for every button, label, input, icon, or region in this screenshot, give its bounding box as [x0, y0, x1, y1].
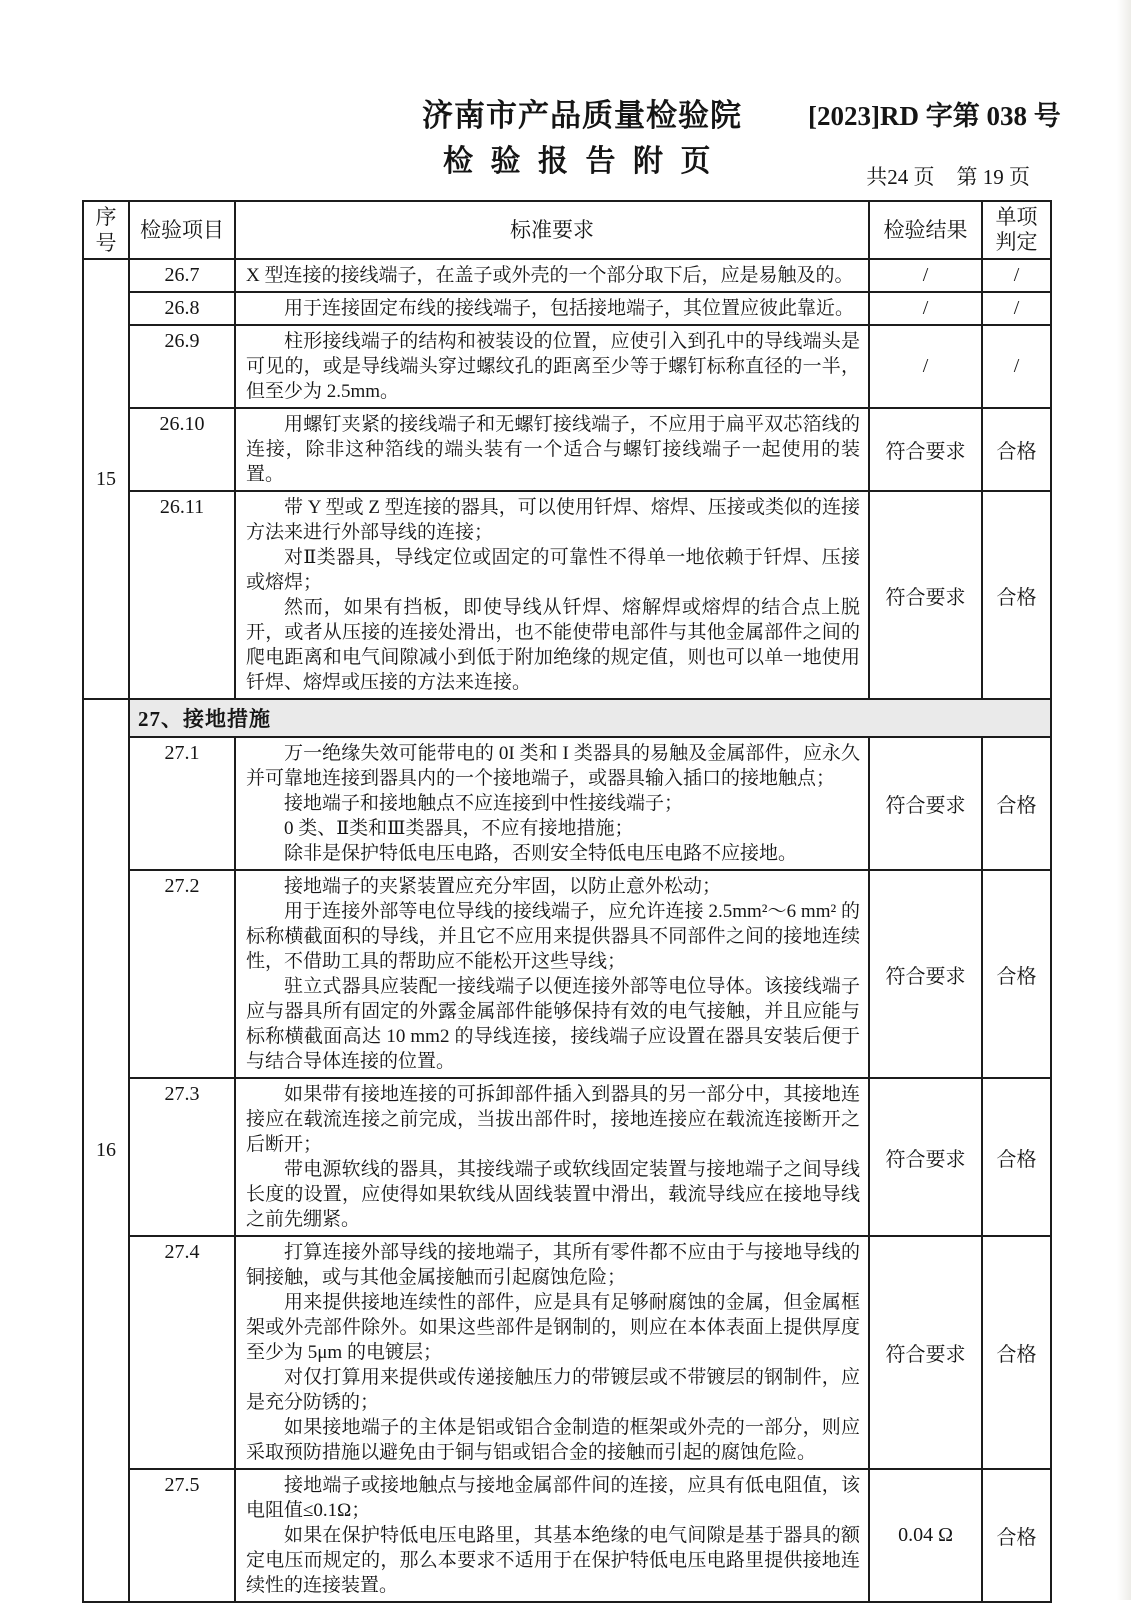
item-number-cell: 27.5 — [129, 1469, 235, 1602]
table-row — [83, 737, 1051, 870]
table-row — [83, 292, 1051, 325]
verdict-cell: 合格 — [982, 408, 1051, 491]
requirement-cell — [235, 325, 869, 408]
serial-number-cell: 16 — [83, 699, 129, 1602]
requirement-cell — [235, 1469, 869, 1602]
table-row — [83, 1236, 1051, 1469]
column-header-item: 检验项目 — [129, 201, 235, 259]
table-row — [83, 491, 1051, 699]
section-title-cell: 27、接地措施 — [129, 699, 1051, 737]
requirement-paragraph: 对仅打算用来提供或传递接触压力的带镀层或不带镀层的钢制件，应是充分防锈的； — [246, 1367, 860, 1413]
requirement-paragraph: 接地端子或接地触点与接地金属部件间的连接，应具有低电阻值，该电阻值≤0.1Ω； — [246, 1475, 860, 1521]
requirement-cell — [235, 870, 869, 1078]
requirement-paragraph: 用于连接固定布线的接线端子，包括接地端子，其位置应彼此靠近。 — [284, 298, 855, 319]
verdict-cell: 合格 — [982, 737, 1051, 870]
result-cell: 0.04 Ω — [869, 1469, 982, 1602]
requirement-paragraph: 如果在保护特低电压电路里，其基本绝缘的电气间隙是基于器具的额定电压而规定的，那么本要求不适用于在保护特低电压电路里提供接地连续性的连接装置。 — [246, 1525, 860, 1596]
section-header-row — [83, 699, 1051, 737]
result-cell: 符合要求 — [869, 491, 982, 699]
requirement-paragraph: 用来提供接地连续性的部件，应是具有足够耐腐蚀的金属，但金属框架或外壳部件除外。如果这些部件是钢制的，则应在本体表面上提供厚度至少为 5μm 的电镀层； — [246, 1292, 860, 1363]
table-row — [83, 408, 1051, 491]
pagination — [866, 161, 1030, 191]
requirement-cell — [235, 737, 869, 870]
table-header-row — [83, 201, 1051, 259]
verdict-cell: 合格 — [982, 491, 1051, 699]
verdict-cell: / — [982, 292, 1051, 325]
requirement-paragraph: 然而，如果有挡板，即使导线从钎焊、熔解焊或熔焊的结合点上脱开，或者从压接的连接处滑出，也不能使带电部件与其他金属部件之间的爬电距离和电气间隙减小到低于附加绝缘的规定值，则也可以单一地使用钎焊、熔焊或压接的方法来连接。 — [246, 597, 860, 693]
requirement-cell — [235, 1236, 869, 1469]
item-number-cell: 26.9 — [129, 325, 235, 408]
verdict-cell: 合格 — [982, 1078, 1051, 1236]
scan-edge-shadow — [1117, 0, 1131, 1600]
item-number-cell: 27.1 — [129, 737, 235, 870]
page-title: 检 验 报 告 附 页 — [443, 145, 716, 178]
result-cell: / — [869, 292, 982, 325]
item-number-cell: 26.7 — [129, 259, 235, 292]
column-header-serial: 序号 — [83, 201, 129, 259]
table-row — [83, 1469, 1051, 1602]
result-cell: 符合要求 — [869, 737, 982, 870]
result-cell: / — [869, 325, 982, 408]
table-row — [83, 1078, 1051, 1236]
item-number-cell: 27.3 — [129, 1078, 235, 1236]
requirement-paragraph: 驻立式器具应装配一接线端子以便连接外部等电位导体。该接线端子应与器具所有固定的外露金属部件能够保持有效的电气接触，并且应能与标称横截面高达 10 mm2 的导线连接，接线端子应设置在器具安装后便于与结合导体连接的位置。 — [246, 976, 860, 1072]
item-number-cell: 27.4 — [129, 1236, 235, 1469]
result-cell: 符合要求 — [869, 1078, 982, 1236]
institute-name: 济南市产品质量检验院 — [422, 98, 742, 133]
requirement-paragraph: 如果带有接地连接的可拆卸部件插入到器具的另一部分中，其接地连接应在载流连接之前完成，当拔出部件时，接地连接应在载流连接断开之后断开； — [246, 1084, 860, 1155]
requirement-paragraph: 柱形接线端子的结构和被装设的位置，应使引入到孔中的导线端头是可见的，或是导线端头穿过螺纹孔的距离至少等于螺钉标称直径的一半，但至少为 2.5mm。 — [246, 331, 860, 402]
requirement-paragraph: 万一绝缘失效可能带电的 0I 类和 I 类器具的易触及金属部件，应永久并可靠地连接到器具内的一个接地端子，或器具输入插口的接地触点； — [246, 743, 860, 789]
result-cell: / — [869, 259, 982, 292]
requirement-paragraph: 对Ⅱ类器具，导线定位或固定的可靠性不得单一地依赖于钎焊、压接或熔焊； — [246, 547, 860, 593]
requirement-paragraph: 0 类、Ⅱ类和Ⅲ类器具，不应有接地措施； — [284, 818, 634, 839]
column-header-result: 检验结果 — [869, 201, 982, 259]
verdict-cell: / — [982, 325, 1051, 408]
requirement-paragraph: 带电源软线的器具，其接线端子或软线固定装置与接地端子之间导线长度的设置，应使得如果软线从固线装置中滑出，载流导线应在接地导线之前先绷紧。 — [246, 1159, 860, 1230]
table-row — [83, 259, 1051, 292]
result-cell: 符合要求 — [869, 870, 982, 1078]
serial-number-cell: 15 — [83, 259, 129, 699]
column-header-verdict: 单项判定 — [982, 201, 1051, 259]
item-number-cell: 26.11 — [129, 491, 235, 699]
requirement-paragraph: 带 Y 型或 Z 型连接的器具，可以使用钎焊、熔焊、压接或类似的连接方法来进行外部导线的连接； — [246, 497, 860, 543]
current-page-label: 第 19 页 — [956, 165, 1030, 189]
requirement-paragraph: 接地端子和接地触点不应连接到中性接线端子； — [284, 793, 684, 814]
report-table — [82, 200, 1052, 1603]
requirement-cell — [235, 259, 869, 292]
verdict-cell: / — [982, 259, 1051, 292]
requirement-paragraph: 用螺钉夹紧的接线端子和无螺钉接线端子，不应用于扁平双芯箔线的连接，除非这种箔线的端头装有一个适合与螺钉接线端子一起使用的装置。 — [246, 414, 860, 485]
item-number-cell: 26.8 — [129, 292, 235, 325]
requirement-paragraph: X 型连接的接线端子，在盖子或外壳的一个部分取下后，应是易触及的。 — [246, 265, 854, 286]
requirement-paragraph: 打算连接外部导线的接地端子，其所有零件都不应由于与接地导线的铜接触，或与其他金属接触而引起腐蚀危险； — [246, 1242, 860, 1288]
verdict-cell: 合格 — [982, 1469, 1051, 1602]
table-row — [83, 325, 1051, 408]
requirement-paragraph: 接地端子的夹紧装置应充分牢固，以防止意外松动； — [284, 876, 722, 897]
requirement-paragraph: 如果接地端子的主体是铝或铝合金制造的框架或外壳的一部分，则应采取预防措施以避免由于铜与铝或铝合金的接触而引起的腐蚀危险。 — [246, 1417, 860, 1463]
table-row — [83, 870, 1051, 1078]
result-cell: 符合要求 — [869, 1236, 982, 1469]
requirement-paragraph: 用于连接外部等电位导线的接线端子，应允许连接 2.5mm²～6 mm² 的标称横截面积的导线，并且它不应用来提供器具不同部件之间的接地连续性，不借助工具的帮助应不能松开这些导线； — [246, 901, 860, 972]
requirement-cell — [235, 491, 869, 699]
pages-total-label: 共24 页 — [866, 165, 935, 189]
requirement-cell — [235, 292, 869, 325]
requirement-paragraph: 除非是保护特低电压电路，否则安全特低电压电路不应接地。 — [284, 843, 798, 864]
document-number: [2023]RD 字第 038 号 — [808, 101, 1061, 131]
requirement-cell — [235, 408, 869, 491]
verdict-cell: 合格 — [982, 1236, 1051, 1469]
item-number-cell: 27.2 — [129, 870, 235, 1078]
verdict-cell: 合格 — [982, 870, 1051, 1078]
result-cell: 符合要求 — [869, 408, 982, 491]
item-number-cell: 26.10 — [129, 408, 235, 491]
column-header-requirement: 标准要求 — [235, 201, 869, 259]
requirement-cell — [235, 1078, 869, 1236]
